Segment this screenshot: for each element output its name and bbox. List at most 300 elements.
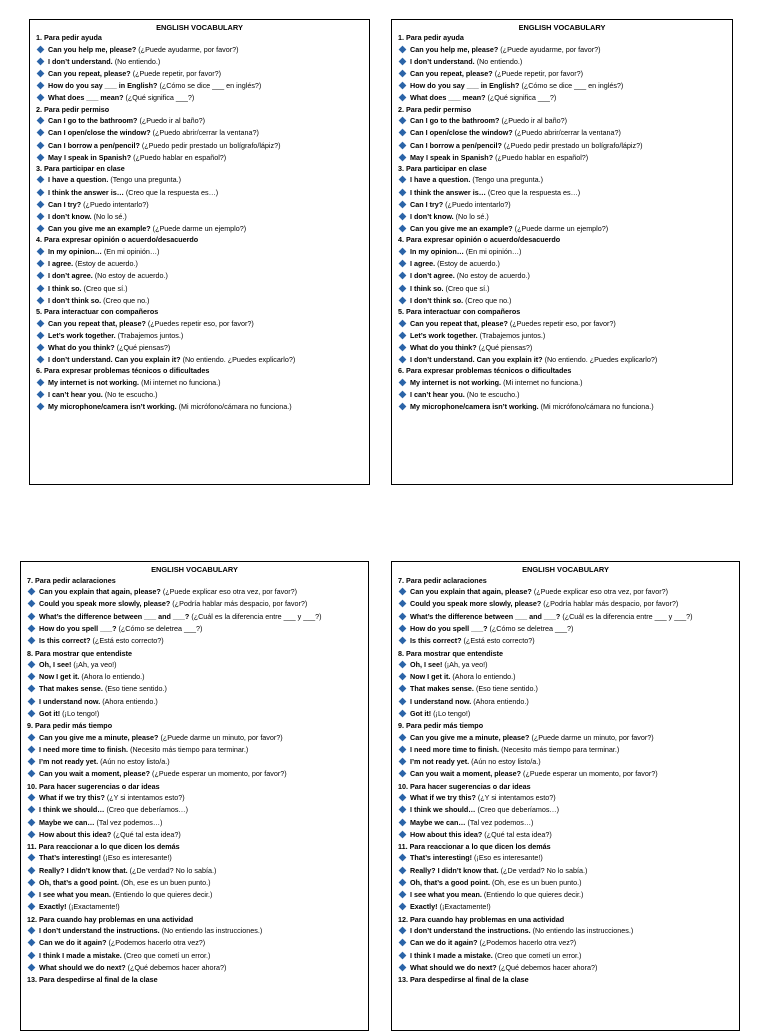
blue-diamond-bullet-icon	[28, 733, 36, 741]
blue-diamond-bullet-icon	[28, 818, 36, 826]
english-phrase: How about this idea?	[410, 829, 483, 839]
blue-diamond-bullet-icon	[37, 94, 45, 102]
spanish-translation: (¡Lo tengo!)	[433, 709, 471, 719]
blue-diamond-bullet-icon	[399, 770, 407, 778]
blue-diamond-bullet-icon	[28, 939, 36, 947]
spanish-translation: (¿Puedo hablar en español?)	[495, 152, 589, 162]
english-phrase: I think so.	[410, 283, 444, 293]
blue-diamond-bullet-icon	[399, 296, 407, 304]
phrase-item	[27, 671, 362, 683]
blue-diamond-bullet-icon	[399, 660, 407, 668]
phrase-item	[398, 389, 726, 401]
spanish-translation: (¿Puede explicar eso otra vez, por favor?)	[162, 587, 298, 597]
english-phrase: Oh, I see!	[410, 659, 443, 669]
blue-diamond-bullet-icon	[37, 82, 45, 90]
blue-diamond-bullet-icon	[399, 153, 407, 161]
phrase-item	[27, 817, 362, 829]
phrase-item	[398, 962, 733, 974]
blue-diamond-bullet-icon	[37, 296, 45, 304]
phrase-item	[27, 865, 362, 877]
english-phrase: What’s the difference between ___ and ___?	[410, 611, 561, 621]
english-phrase: I don’t understand. Can you explain it?	[410, 355, 543, 365]
blue-diamond-bullet-icon	[399, 612, 407, 620]
blue-diamond-bullet-icon	[399, 854, 407, 862]
english-phrase: Can you give me an example?	[48, 224, 151, 234]
phrase-item	[36, 44, 363, 56]
spanish-translation: (No lo sé.)	[93, 212, 127, 222]
blue-diamond-bullet-icon	[399, 951, 407, 959]
phrase-item	[398, 270, 726, 282]
blue-diamond-bullet-icon	[399, 331, 407, 339]
spanish-translation: (Creo que deberíamos…)	[106, 805, 188, 815]
english-phrase: That makes sense.	[410, 684, 474, 694]
section-heading: 11. Para reaccionar a lo que dicen los demás	[398, 842, 551, 852]
spanish-translation: (¡Lo tengo!)	[62, 709, 100, 719]
english-phrase: Can I open/close the window?	[48, 128, 151, 138]
phrase-item	[398, 696, 733, 708]
english-phrase: Can I go to the bathroom?	[410, 116, 500, 126]
phrase-item	[27, 768, 362, 780]
spanish-translation: (¿Puedo intentarlo?)	[83, 199, 149, 209]
blue-diamond-bullet-icon	[37, 379, 45, 387]
blue-diamond-bullet-icon	[399, 213, 407, 221]
phrase-item	[27, 962, 362, 974]
spanish-translation: (No estoy de acuerdo.)	[456, 271, 530, 281]
spanish-translation: (¿Puedo abrir/cerrar la ventana?)	[514, 128, 621, 138]
spanish-translation: (Eso tiene sentido.)	[104, 684, 167, 694]
blue-diamond-bullet-icon	[399, 82, 407, 90]
spanish-translation: (¿De verdad? No lo sabía.)	[129, 865, 217, 875]
english-phrase: Can I borrow a pen/pencil?	[410, 140, 502, 150]
english-phrase: I think we should…	[410, 805, 476, 815]
english-phrase: I see what you mean.	[39, 890, 111, 900]
english-phrase: How about this idea?	[39, 829, 112, 839]
phrase-item	[36, 174, 363, 186]
blue-diamond-bullet-icon	[37, 176, 45, 184]
section-heading: 8. Para mostrar que entendiste	[398, 648, 504, 658]
phrase-item	[398, 889, 733, 901]
phrase-item	[36, 389, 363, 401]
spanish-translation: (Eso tiene sentido.)	[475, 684, 538, 694]
english-phrase: I agree.	[48, 259, 74, 269]
phrase-item	[36, 246, 363, 258]
blue-diamond-bullet-icon	[28, 625, 36, 633]
spanish-translation: (¿Qué debemos hacer ahora?)	[127, 962, 227, 972]
section-heading: 13. Para despedirse al final de la clase	[27, 975, 158, 985]
phrase-item	[27, 611, 362, 623]
card-title: ENGLISH VOCABULARY	[518, 23, 606, 32]
phrase-item	[398, 187, 726, 199]
english-phrase: What if we try this?	[410, 792, 476, 802]
section-heading: 7. Para pedir aclaraciones	[398, 576, 487, 585]
phrase-item	[27, 792, 362, 804]
phrase-item	[398, 804, 733, 816]
spanish-translation: (¿Qué debemos hacer ahora?)	[498, 962, 598, 972]
spanish-translation: (Oh, ese es un buen punto.)	[492, 877, 582, 887]
spanish-translation: (¿Puede darme un minuto, por favor?)	[160, 732, 283, 742]
blue-diamond-bullet-icon	[399, 176, 407, 184]
spanish-translation: (¿Cuál es la diferencia entre ___ y ___?)	[191, 611, 322, 621]
spanish-translation: (¿Puedo abrir/cerrar la ventana?)	[152, 128, 259, 138]
blue-diamond-bullet-icon	[28, 673, 36, 681]
spanish-translation: (Necesito más tiempo para terminar.)	[130, 744, 249, 754]
spanish-translation: (No estoy de acuerdo.)	[94, 271, 168, 281]
english-phrase: Can you help me, please?	[48, 44, 137, 54]
phrase-item	[398, 708, 733, 720]
spanish-translation: (¿Puedo hablar en español?)	[133, 152, 227, 162]
blue-diamond-bullet-icon	[399, 758, 407, 766]
spanish-translation: (¿Y si intentamos esto?)	[106, 792, 185, 802]
section-heading: 2. Para pedir permiso	[36, 104, 110, 114]
spanish-translation: (Creo que deberíamos…)	[477, 805, 559, 815]
spanish-translation: (¡Eso es interesante!)	[474, 853, 543, 863]
spanish-translation: (Creo que cometí un error.)	[123, 950, 211, 960]
spanish-translation: (¿Podría hablar más despacio, por favor?)	[543, 599, 679, 609]
blue-diamond-bullet-icon	[28, 806, 36, 814]
blue-diamond-bullet-icon	[28, 697, 36, 705]
spanish-translation: (¿Puede ayudarme, por favor?)	[500, 44, 601, 54]
spanish-translation: (Tal vez podemos…)	[96, 817, 163, 827]
phrase-item	[398, 92, 726, 104]
english-phrase: Really? I didn’t know that.	[39, 865, 128, 875]
english-phrase: I agree.	[410, 259, 436, 269]
english-phrase: I think we should…	[39, 805, 105, 815]
spanish-translation: (¿Cómo se dice ___ en inglés?)	[159, 81, 262, 91]
blue-diamond-bullet-icon	[37, 153, 45, 161]
phrase-item	[398, 68, 726, 80]
spanish-translation: (Mi micrófono/cámara no funciona.)	[178, 402, 292, 412]
blue-diamond-bullet-icon	[37, 319, 45, 327]
english-phrase: What should we do next?	[410, 962, 497, 972]
spanish-translation: (¿Qué tal esta idea?)	[484, 829, 552, 839]
spanish-translation: (No entiendo. ¿Puedes explicarlo?)	[182, 355, 296, 365]
spanish-translation: (Estoy de acuerdo.)	[75, 259, 138, 269]
english-phrase: That’s interesting!	[410, 853, 473, 863]
phrase-item	[27, 877, 362, 889]
blue-diamond-bullet-icon	[399, 284, 407, 292]
phrase-item	[36, 318, 363, 330]
english-phrase: I don’t understand.	[410, 56, 475, 66]
blue-diamond-bullet-icon	[28, 612, 36, 620]
phrase-item	[36, 401, 363, 413]
phrase-item	[398, 950, 733, 962]
blue-diamond-bullet-icon	[399, 344, 407, 352]
spanish-translation: (¡Ah, ya veo!)	[73, 659, 117, 669]
spanish-translation: (¿Puede ayudarme, por favor?)	[138, 44, 239, 54]
english-phrase: I don’t know.	[48, 212, 92, 222]
blue-diamond-bullet-icon	[399, 685, 407, 693]
spanish-translation: (¿Puedo pedir prestado un bolígrafo/lápiz?)	[503, 140, 643, 150]
phrase-item	[36, 56, 363, 68]
blue-diamond-bullet-icon	[399, 248, 407, 256]
spanish-translation: (Oh, ese es un buen punto.)	[121, 877, 211, 887]
english-phrase: I don’t understand the instructions.	[410, 925, 531, 935]
english-phrase: I think I made a mistake.	[410, 950, 493, 960]
phrase-item	[398, 744, 733, 756]
blue-diamond-bullet-icon	[399, 697, 407, 705]
english-phrase: I see what you mean.	[410, 890, 482, 900]
section-heading: 4. Para expresar opinión o acuerdo/desacuerdo	[36, 235, 199, 245]
phrase-item	[27, 829, 362, 841]
phrase-item	[398, 611, 733, 623]
phrase-item	[398, 901, 733, 913]
spanish-translation: (¿Puede repetir, por favor?)	[132, 68, 221, 78]
english-phrase: Got it!	[39, 709, 61, 719]
phrase-item	[398, 865, 733, 877]
section-heading: 12. Para cuando hay problemas en una actividad	[27, 914, 194, 924]
section-heading: 12. Para cuando hay problemas en una actividad	[398, 914, 565, 924]
section-heading: 6. Para expresar problemas técnicos o dificultades	[398, 366, 572, 376]
english-phrase: How do you say ___ in English?	[410, 81, 520, 91]
spanish-translation: (¡Exactamente!)	[68, 902, 120, 912]
vocab-card-2-right	[391, 561, 740, 1031]
spanish-translation: (¿Qué piensas?)	[478, 342, 533, 352]
spanish-translation: (Estoy de acuerdo.)	[437, 259, 500, 269]
english-phrase: My internet is not working.	[48, 377, 140, 387]
phrase-item	[27, 852, 362, 864]
phrase-item	[27, 889, 362, 901]
english-phrase: Maybe we can…	[410, 817, 466, 827]
phrase-item	[398, 732, 733, 744]
english-phrase: I’m not ready yet.	[39, 757, 99, 767]
phrase-item	[36, 199, 363, 211]
section-heading: 3. Para participar en clase	[398, 163, 487, 173]
phrase-item	[36, 354, 363, 366]
blue-diamond-bullet-icon	[399, 891, 407, 899]
blue-diamond-bullet-icon	[399, 600, 407, 608]
blue-diamond-bullet-icon	[28, 951, 36, 959]
spanish-translation: (¡Ah, ya veo!)	[444, 659, 488, 669]
section-heading: 9. Para pedir más tiempo	[398, 721, 484, 731]
spanish-translation: (Creo que sí.)	[445, 283, 490, 293]
phrase-item	[27, 901, 362, 913]
spanish-translation: (¿Podemos hacerlo otra vez?)	[108, 938, 206, 948]
english-phrase: Can you explain that again, please?	[39, 587, 161, 597]
blue-diamond-bullet-icon	[399, 260, 407, 268]
spanish-translation: (Ahora lo entiendo.)	[81, 672, 145, 682]
blue-diamond-bullet-icon	[28, 770, 36, 778]
section-heading: 10. Para hacer sugerencias o dar ideas	[27, 781, 160, 791]
phrase-item	[27, 683, 362, 695]
phrase-item	[36, 223, 363, 235]
blue-diamond-bullet-icon	[28, 794, 36, 802]
english-phrase: I can’t hear you.	[410, 390, 465, 400]
spanish-translation: (¿Puede explicar eso otra vez, por favor?)	[533, 587, 669, 597]
phrase-item	[398, 817, 733, 829]
blue-diamond-bullet-icon	[399, 141, 407, 149]
english-phrase: What do you think?	[410, 342, 477, 352]
english-phrase: I’m not ready yet.	[410, 757, 470, 767]
english-phrase: What do you think?	[48, 342, 115, 352]
phrase-item	[27, 937, 362, 949]
spanish-translation: (¡Exactamente!)	[439, 902, 491, 912]
spanish-translation: (Trabajemos juntos.)	[479, 330, 546, 340]
spanish-translation: (¿Puedes repetir eso, por favor?)	[147, 318, 254, 328]
english-phrase: Can I try?	[48, 199, 82, 209]
english-phrase: Let’s work together.	[410, 330, 478, 340]
section-heading: 5. Para interactuar con compañeros	[398, 306, 521, 316]
blue-diamond-bullet-icon	[28, 600, 36, 608]
spanish-translation: (Ahora entiendo.)	[473, 696, 529, 706]
english-phrase: Can you repeat, please?	[48, 68, 131, 78]
phrase-item	[398, 792, 733, 804]
blue-diamond-bullet-icon	[399, 200, 407, 208]
phrase-item	[398, 342, 726, 354]
english-phrase: Can I open/close the window?	[410, 128, 513, 138]
english-phrase: I don’t think so.	[410, 295, 464, 305]
blue-diamond-bullet-icon	[28, 588, 36, 596]
blue-diamond-bullet-icon	[399, 806, 407, 814]
blue-diamond-bullet-icon	[37, 272, 45, 280]
phrase-item	[398, 852, 733, 864]
blue-diamond-bullet-icon	[28, 685, 36, 693]
phrase-item	[27, 950, 362, 962]
blue-diamond-bullet-icon	[37, 117, 45, 125]
english-phrase: Can you help me, please?	[410, 44, 499, 54]
phrase-item	[398, 877, 733, 889]
blue-diamond-bullet-icon	[28, 903, 36, 911]
blue-diamond-bullet-icon	[399, 129, 407, 137]
phrase-item	[398, 671, 733, 683]
phrase-item	[27, 696, 362, 708]
spanish-translation: (¿Puede esperar un momento, por favor?)	[152, 769, 287, 779]
blue-diamond-bullet-icon	[28, 758, 36, 766]
blue-diamond-bullet-icon	[399, 625, 407, 633]
phrase-item	[36, 80, 363, 92]
phrase-item	[398, 635, 733, 647]
phrase-item	[36, 187, 363, 199]
english-phrase: May I speak in Spanish?	[48, 152, 132, 162]
spanish-translation: (Trabajemos juntos.)	[117, 330, 184, 340]
blue-diamond-bullet-icon	[399, 57, 407, 65]
section-heading: 3. Para participar en clase	[36, 163, 125, 173]
phrase-item	[398, 659, 733, 671]
phrase-item	[398, 623, 733, 635]
card-title: ENGLISH VOCABULARY	[522, 565, 609, 574]
spanish-translation: (Creo que la respuesta es…)	[487, 187, 581, 197]
spanish-translation: (¿Puede darme un ejemplo?)	[152, 224, 247, 234]
spanish-translation: (¿Cuál es la diferencia entre ___ y ___?)	[562, 611, 693, 621]
blue-diamond-bullet-icon	[37, 284, 45, 292]
english-phrase: Can you repeat that, please?	[410, 318, 508, 328]
english-phrase: That makes sense.	[39, 684, 103, 694]
spanish-translation: (¿De verdad? No lo sabía.)	[500, 865, 588, 875]
phrase-item	[36, 127, 363, 139]
english-phrase: Now I get it.	[410, 672, 451, 682]
card-title: ENGLISH VOCABULARY	[151, 565, 238, 574]
english-phrase: Could you speak more slowly, please?	[39, 599, 171, 609]
blue-diamond-bullet-icon	[399, 879, 407, 887]
english-phrase: My microphone/camera isn’t working.	[410, 402, 539, 412]
phrase-item	[27, 804, 362, 816]
english-phrase: What does ___ mean?	[410, 93, 486, 103]
phrase-item	[27, 598, 362, 610]
blue-diamond-bullet-icon	[399, 272, 407, 280]
blue-diamond-bullet-icon	[37, 225, 45, 233]
blue-diamond-bullet-icon	[37, 129, 45, 137]
phrase-item	[398, 683, 733, 695]
phrase-item	[27, 708, 362, 720]
english-phrase: Can you wait a moment, please?	[39, 769, 151, 779]
english-phrase: Is this correct?	[39, 636, 91, 646]
blue-diamond-bullet-icon	[28, 637, 36, 645]
phrase-item	[27, 659, 362, 671]
blue-diamond-bullet-icon	[399, 94, 407, 102]
blue-diamond-bullet-icon	[37, 356, 45, 364]
card-title: ENGLISH VOCABULARY	[156, 23, 243, 32]
blue-diamond-bullet-icon	[399, 45, 407, 53]
english-phrase: Now I get it.	[39, 672, 80, 682]
blue-diamond-bullet-icon	[399, 225, 407, 233]
spanish-translation: (¿Puedo pedir prestado un bolígrafo/lápiz?)	[141, 140, 281, 150]
spanish-translation: (¿Puede darme un minuto, por favor?)	[531, 732, 654, 742]
phrase-item	[398, 174, 726, 186]
english-phrase: I need more time to finish.	[39, 744, 129, 754]
spanish-translation: (¿Y si intentamos esto?)	[477, 792, 556, 802]
blue-diamond-bullet-icon	[399, 403, 407, 411]
phrase-item	[398, 211, 726, 223]
phrase-item	[398, 354, 726, 366]
english-phrase: Oh, I see!	[39, 659, 72, 669]
english-phrase: How do you spell ___?	[39, 624, 117, 634]
section-heading: 5. Para interactuar con compañeros	[36, 306, 159, 316]
phrase-item	[398, 295, 726, 307]
spanish-translation: (Mi micrófono/cámara no funciona.)	[540, 402, 654, 412]
english-phrase: Got it!	[410, 709, 432, 719]
blue-diamond-bullet-icon	[28, 963, 36, 971]
spanish-translation: (Creo que sí.)	[83, 283, 128, 293]
spanish-translation: (¿Cómo se deletrea ___?)	[489, 624, 574, 634]
blue-diamond-bullet-icon	[399, 379, 407, 387]
phrase-item	[36, 330, 363, 342]
english-phrase: I have a question.	[48, 175, 109, 185]
spanish-translation: (No te escucho.)	[104, 390, 158, 400]
english-phrase: In my opinion…	[410, 247, 464, 256]
english-phrase: Really? I didn’t know that.	[410, 865, 499, 875]
blue-diamond-bullet-icon	[37, 248, 45, 256]
english-phrase: Can you repeat, please?	[410, 68, 493, 78]
phrase-item	[398, 756, 733, 768]
english-phrase: Can we do it again?	[410, 938, 478, 948]
phrase-item	[398, 586, 733, 598]
phrase-item	[398, 377, 726, 389]
phrase-item	[398, 401, 726, 413]
phrase-item	[398, 246, 726, 258]
vocab-card-1-right	[391, 19, 733, 485]
section-heading: 8. Para mostrar que entendiste	[27, 648, 133, 658]
blue-diamond-bullet-icon	[37, 200, 45, 208]
blue-diamond-bullet-icon	[399, 733, 407, 741]
english-phrase: That’s interesting!	[39, 853, 102, 863]
phrase-item	[36, 258, 363, 270]
phrase-item	[36, 92, 363, 104]
blue-diamond-bullet-icon	[37, 213, 45, 221]
spanish-translation: (¡Eso es interesante!)	[103, 853, 172, 863]
spanish-translation: (Ahora lo entiendo.)	[452, 672, 516, 682]
blue-diamond-bullet-icon	[399, 391, 407, 399]
phrase-item	[398, 140, 726, 152]
phrase-item	[36, 377, 363, 389]
phrase-item	[36, 211, 363, 223]
blue-diamond-bullet-icon	[28, 854, 36, 862]
english-phrase: What’s the difference between ___ and ___?	[39, 611, 190, 621]
english-phrase: Can I go to the bathroom?	[48, 116, 138, 126]
blue-diamond-bullet-icon	[399, 866, 407, 874]
english-phrase: Exactly!	[410, 902, 438, 912]
english-phrase: Can you give me a minute, please?	[39, 732, 159, 742]
spanish-translation: (¿Puede darme un ejemplo?)	[514, 224, 609, 234]
phrase-item	[27, 756, 362, 768]
